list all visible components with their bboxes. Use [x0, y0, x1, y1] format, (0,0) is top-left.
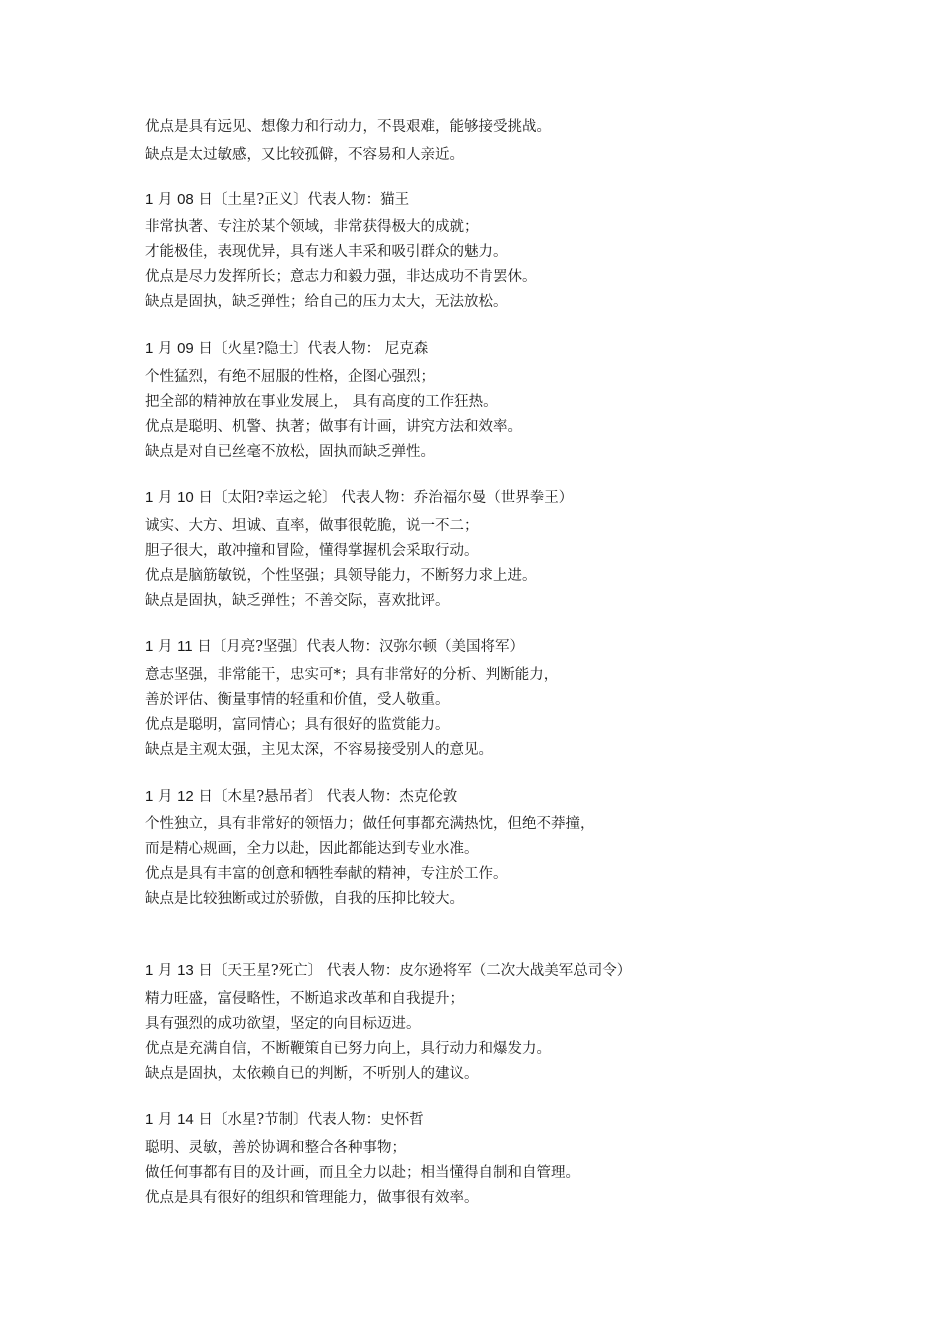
intro-line: 优点是具有远见、想像力和行动力，不畏艰难，能够接受挑战。 — [145, 119, 551, 135]
entry-month: 1 — [145, 638, 154, 655]
entry-line: 才能极佳，表现优异，具有迷人丰采和吸引群众的魅力。 — [145, 244, 508, 260]
entry-month-char: 月 — [157, 192, 173, 208]
entry-month: 1 — [145, 340, 154, 357]
entry-month-char: 月 — [157, 1112, 173, 1128]
entry-heading — [145, 488, 573, 508]
entry-day: 10 — [177, 489, 194, 506]
entry-month-char: 月 — [157, 639, 173, 655]
entry-day-char: 日 — [198, 963, 213, 979]
entry-line: 缺点是比较独断或过於骄傲，自我的压抑比较大。 — [145, 891, 464, 907]
entry-line: 优点是尽力发挥所长；意志力和毅力强，非达成功不肯罢休。 — [145, 269, 537, 285]
entry-line: 诚实、大方、坦诚、直率，做事很乾脆，说一不二； — [145, 518, 479, 534]
entry-heading — [145, 1110, 424, 1130]
entry-line: 缺点是固执，太依赖自已的判断，不听别人的建议。 — [145, 1066, 479, 1082]
entry-month: 1 — [145, 962, 154, 979]
entry-line: 做任何事都有目的及计画，而且全力以赴；相当懂得自制和自管理。 — [145, 1165, 580, 1181]
entry-month: 1 — [145, 191, 154, 208]
entry-day: 13 — [177, 962, 194, 979]
entry-line: 把全部的精神放在事业发展上， 具有高度的工作狂热。 — [145, 394, 498, 410]
entry-heading — [145, 190, 409, 210]
entry-line: 优点是聪明，富同情心；具有很好的监赏能力。 — [145, 717, 450, 733]
entry-line: 缺点是对自已丝毫不放松，固执而缺乏弹性。 — [145, 444, 435, 460]
entry-line: 缺点是固执，缺乏弹性；给自己的压力太大，无法放松。 — [145, 294, 508, 310]
entry-title: 〔土星?正义〕代表人物：猫王 — [212, 192, 410, 208]
entry-line: 优点是充满自信，不断鞭策自已努力向上，具行动力和爆发力。 — [145, 1041, 551, 1057]
entry-line: 个性独立，具有非常好的领悟力；做任何事都充满热忱，但绝不莽撞， — [145, 816, 595, 832]
entry-line: 胆子很大，敢冲撞和冒险，懂得掌握机会采取行动。 — [145, 543, 479, 559]
entry-line: 个性猛烈，有绝不屈服的性格，企图心强烈； — [145, 369, 435, 385]
entry-title: 〔天王星?死亡〕 代表人物：皮尔逊将军（二次大战美军总司令） — [212, 963, 632, 979]
entry-day-char: 日 — [198, 789, 213, 805]
entry-line: 善於评估、衡量事情的轻重和价值，受人敬重。 — [145, 692, 450, 708]
entry-heading — [145, 961, 631, 981]
entry-day: 14 — [177, 1111, 194, 1128]
entry-heading — [145, 339, 428, 359]
entry-line: 优点是具有很好的组织和管理能力，做事很有效率。 — [145, 1190, 479, 1206]
entry-day: 12 — [177, 788, 194, 805]
entry-line: 意志坚强，非常能干，忠实可*；具有非常好的分析、判断能力， — [145, 667, 559, 683]
entry-month: 1 — [145, 788, 154, 805]
entry-line: 而是精心规画，全力以赴，因此都能达到专业水准。 — [145, 841, 479, 857]
entry-day-char: 日 — [197, 639, 212, 655]
entry-line: 缺点是主观太强，主见太深，不容易接受别人的意见。 — [145, 742, 493, 758]
entry-line: 非常执著、专注於某个领域，非常获得极大的成就； — [145, 219, 479, 235]
entry-month-char: 月 — [157, 963, 173, 979]
entry-day-char: 日 — [198, 490, 213, 506]
entry-day-char: 日 — [198, 192, 213, 208]
entry-line: 精力旺盛，富侵略性，不断追求改革和自我提升； — [145, 991, 464, 1007]
entry-line: 聪明、灵敏，善於协调和整合各种事物； — [145, 1140, 406, 1156]
entry-title: 〔火星?隐士〕代表人物： 尼克森 — [212, 341, 429, 357]
entry-day: 11 — [177, 638, 193, 655]
entry-heading — [145, 637, 524, 657]
intro-line: 缺点是太过敏感，又比较孤僻，不容易和人亲近。 — [145, 147, 464, 163]
entry-line: 具有强烈的成功欲望，坚定的向目标迈进。 — [145, 1016, 421, 1032]
entry-day-char: 日 — [198, 341, 213, 357]
entry-title: 〔水星?节制〕代表人物：史怀哲 — [212, 1112, 424, 1128]
entry-month: 1 — [145, 489, 154, 506]
entry-day-char: 日 — [198, 1112, 213, 1128]
entry-month-char: 月 — [157, 789, 173, 805]
entry-title: 〔木星?悬吊者〕 代表人物：杰克伦敦 — [212, 789, 458, 805]
entry-line: 缺点是固执，缺乏弹性；不善交际，喜欢批评。 — [145, 593, 450, 609]
entry-heading — [145, 787, 457, 807]
entry-line: 优点是聪明、机警、执著；做事有计画，讲究方法和效率。 — [145, 419, 522, 435]
entry-day: 09 — [177, 340, 194, 357]
entry-month: 1 — [145, 1111, 154, 1128]
entry-title: 〔太阳?幸运之轮〕 代表人物：乔治福尔曼（世界拳王） — [212, 490, 574, 506]
entry-month-char: 月 — [157, 490, 173, 506]
entry-title: 〔月亮?坚强〕代表人物：汉弥尔顿（美国将军） — [211, 639, 525, 655]
entry-line: 优点是脑筋敏锐，个性坚强；具领导能力，不断努力求上进。 — [145, 568, 537, 584]
entry-month-char: 月 — [157, 341, 173, 357]
entry-line: 优点是具有丰富的创意和牺牲奉献的精神，专注於工作。 — [145, 866, 508, 882]
entry-day: 08 — [177, 191, 194, 208]
